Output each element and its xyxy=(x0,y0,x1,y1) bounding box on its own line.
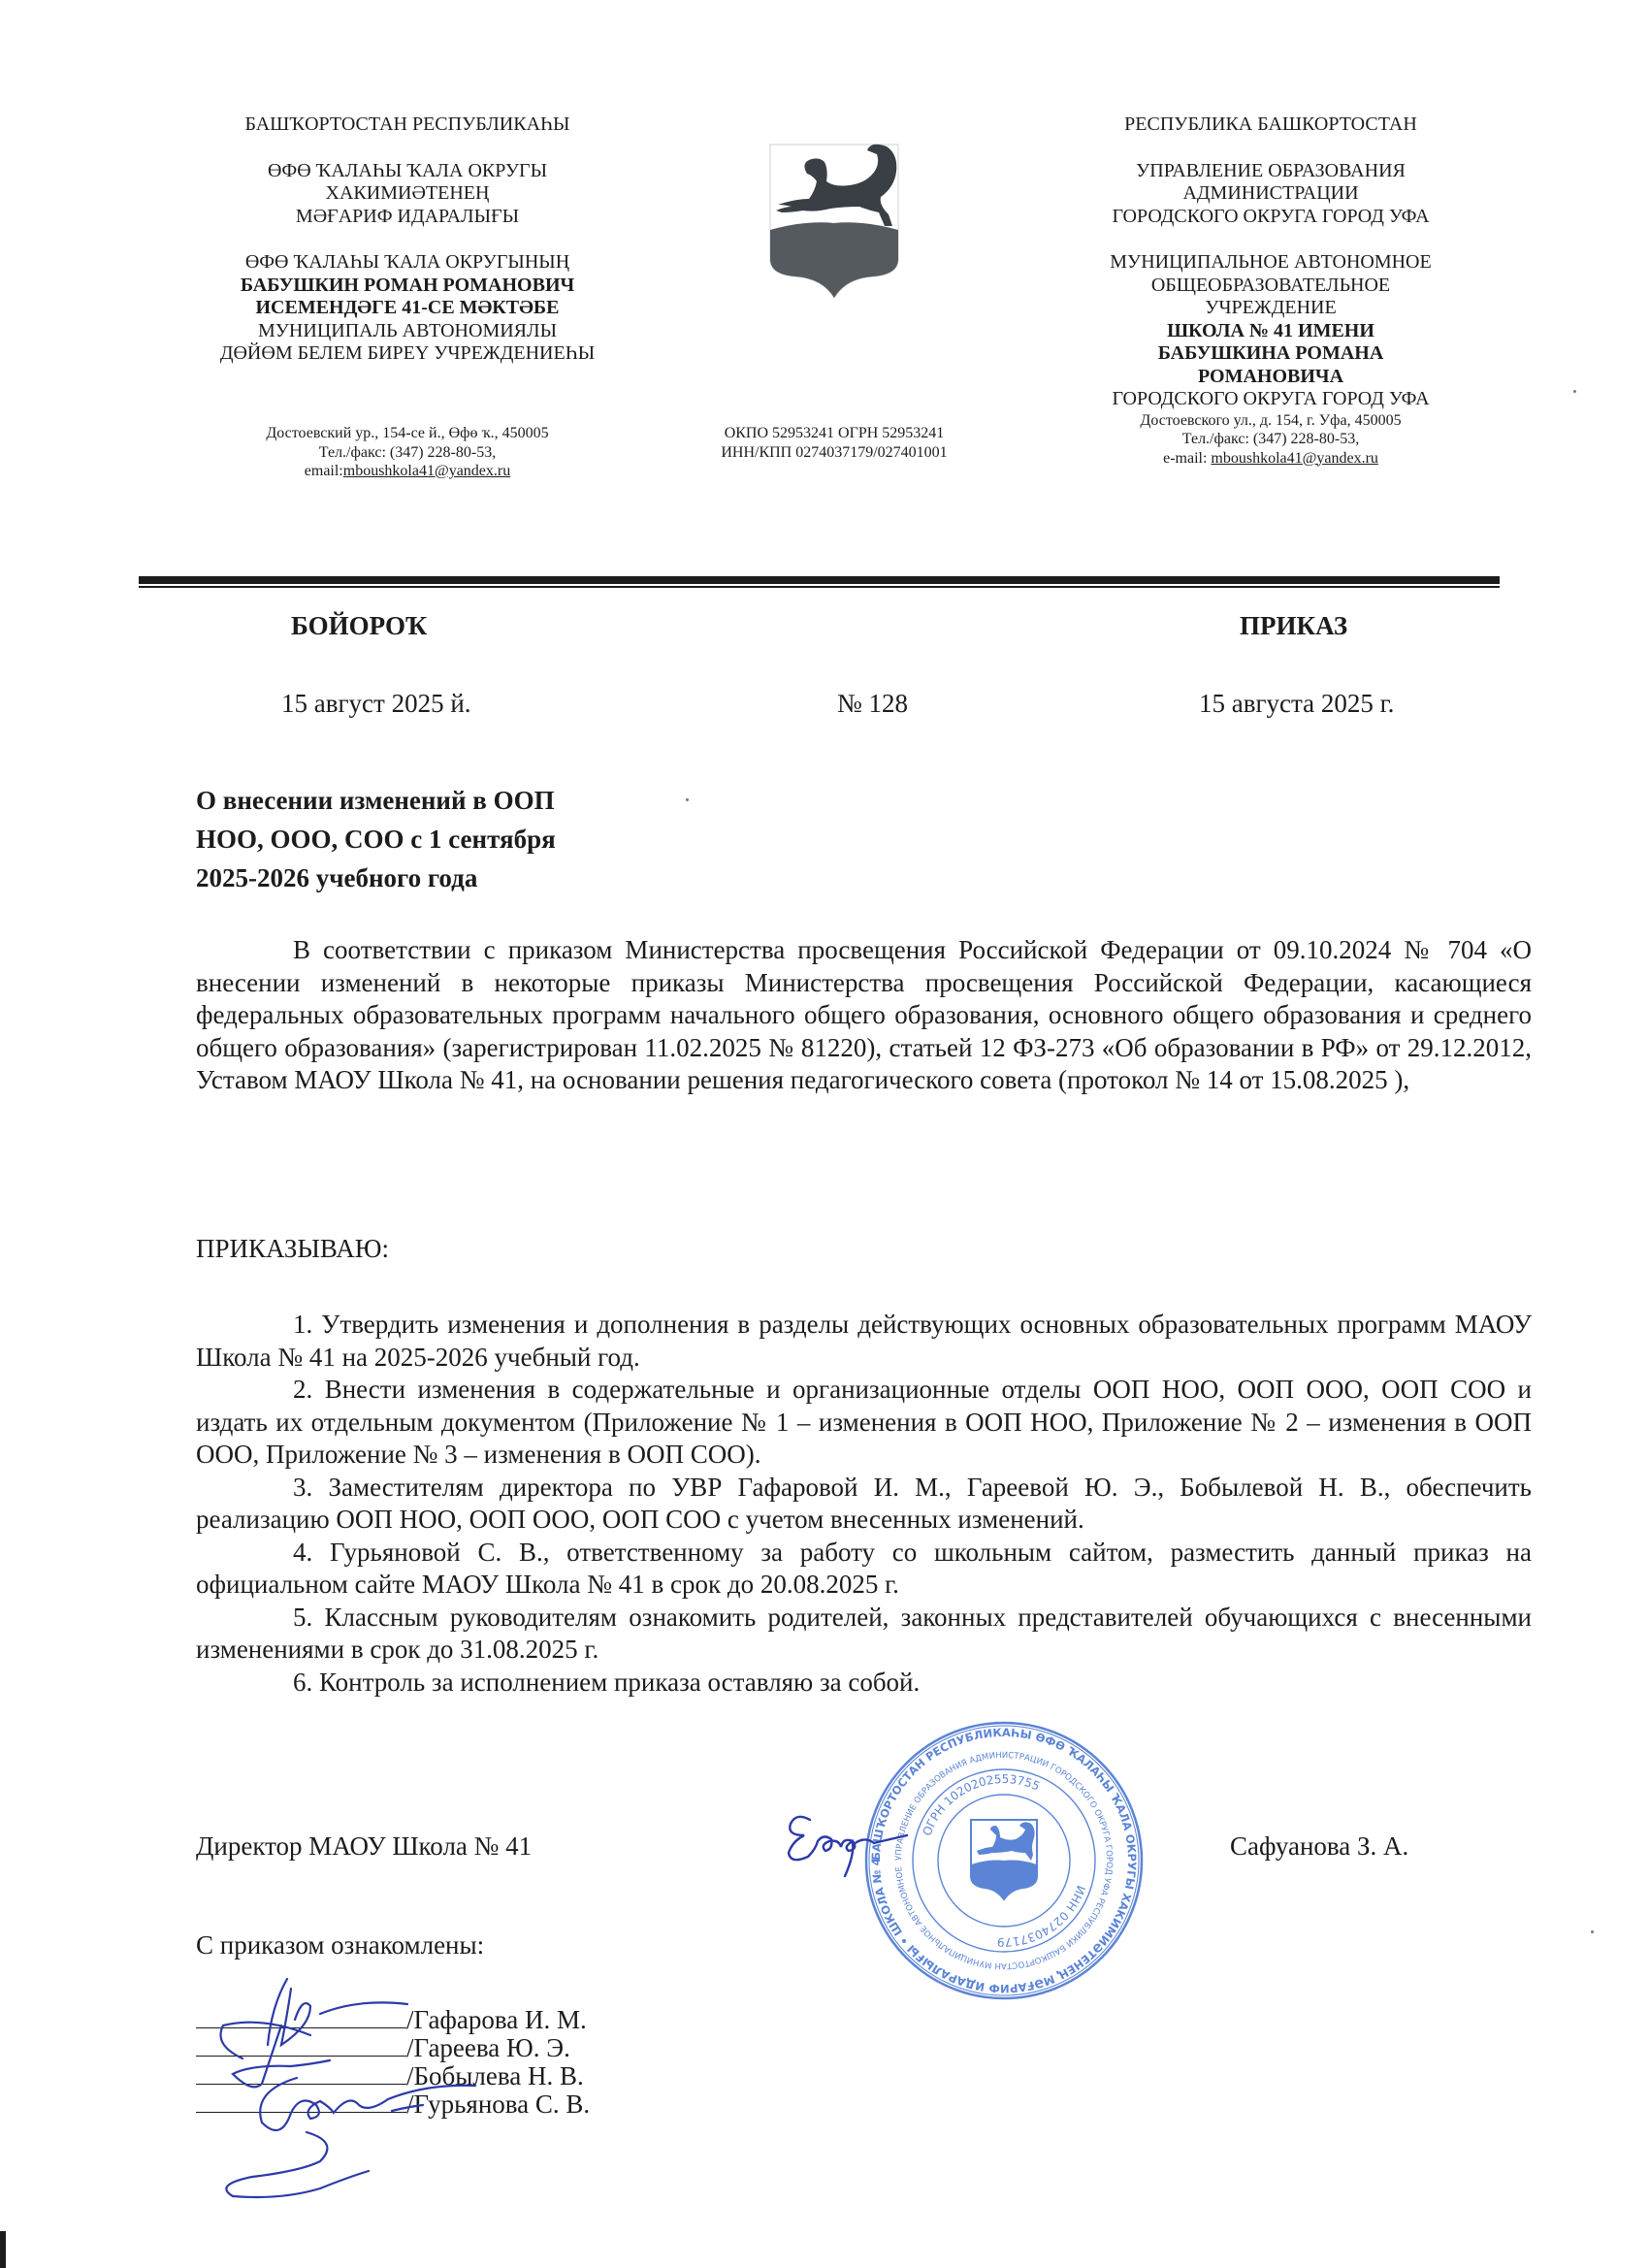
order-date-russian: 15 августа 2025 г. xyxy=(1199,689,1395,718)
header-left-admin: ХАКИМИӘТЕНЕҢ xyxy=(325,182,490,204)
stamp-inn: ИНН 0274037179 xyxy=(996,1883,1088,1950)
order-item: 6. Контроль за исполнением приказа оставляю за собой. xyxy=(293,1667,921,1697)
header-center-codes xyxy=(640,424,1028,462)
preamble-text: В соответствии с приказом Министерства просвещения Российской Федерации от 09.10.2024 № 704 «О внесении изменений в некоторые приказы Министерства просвещения Российской Федерации, касающиеся федеральных образовательных программ начального общего образования, основного общего образования и среднего общего образования» (зарегистрирован 11.02.2025 № 81220), статьей 12 ФЗ-273 «Об образовании в РФ» от 29.12.2012, Уставом МАОУ Школа № 41, на основании решения педагогического совета (протокол № 14 от 15.08.2025 ), xyxy=(196,935,1532,1094)
subject-line-1: О внесении изменений в ООП xyxy=(196,786,555,815)
order-number: № 128 xyxy=(837,689,909,718)
header-left-school-name-2: ИСЕМЕНДӘГЕ 41-СЕ МӘКТӘБЕ xyxy=(255,297,560,318)
director-name: Сафуанова З. А. xyxy=(1230,1831,1409,1861)
handwritten-signatures-icon xyxy=(194,1977,514,2200)
order-date-bashkir: 15 август 2025 й. xyxy=(281,689,471,718)
header-right-dept-1: УПРАВЛЕНИЕ ОБРАЗОВАНИЯ xyxy=(1136,159,1406,181)
header-right-type-1: МУНИЦИПАЛЬНОЕ АВТОНОМНОЕ xyxy=(1110,251,1432,273)
stamp-inner-text: УПРАВЛЕНИЕ ОБРАЗОВАНИЯ АДМИНИСТРАЦИИ ГОРОДСКОГО ОКРУГА ГОРОД УФА РЕСПУБЛИКИ БАШКОРТОСТАН МУНИЦИПАЛЬНОЕ АВТОНОМНОЕ xyxy=(893,1750,1115,1971)
stamp-emblem-icon xyxy=(971,1820,1037,1899)
header-right-school-2: БАБУШКИНА РОМАНА xyxy=(1157,342,1384,364)
header-left-school-name-1: БАБУШКИН РОМАН РОМАНОВИЧ xyxy=(240,274,575,296)
preamble xyxy=(196,934,1532,1097)
header-left-contacts xyxy=(165,424,650,481)
header-divider-thin xyxy=(139,586,1500,588)
acknowledged-person: /Гурьянова С. В. xyxy=(406,2090,591,2119)
handwritten-signature-icon xyxy=(781,1806,917,1884)
inn-kpp: ИНН/КПП 0274037179/027401001 xyxy=(721,443,948,461)
header-left xyxy=(165,113,650,366)
director-signature xyxy=(781,1806,917,1884)
stamp-ogrn: ОГРН 1020202553755 xyxy=(920,1771,1043,1838)
acknowledged-person: /Гафарова И. М. xyxy=(406,2005,587,2034)
header-left-district: ӨФӨ ҠАЛАҺЫ ҠАЛА ОКРУГЫНЫҢ xyxy=(244,251,570,273)
order-item: 2. Внести изменения в содержательные и организационные отделы ООП НОО, ООП ООО, ООП СОО и издать их отдельным документом (Приложение № 1 – изменения в ООП НОО, Приложение № 2 – изменения в ООП ООО, Приложение № 3 – изменения в ООП СОО). xyxy=(196,1375,1532,1469)
staff-signatures xyxy=(194,1977,514,2200)
stamp-outer-text: БАШҠОРТОСТАН РЕСПУБЛИКАҺЫ ӨФӨ ҠАЛАҺЫ ҠАЛА ОКРУГЫ ХАКИМИӘТЕНЕҢ МӘҒАРИФ ИДАРАЛЫҒЫ • ШКОЛА № 4 xyxy=(868,1725,1140,1996)
acknowledgment-label: С приказом ознакомлены: xyxy=(196,1930,485,1960)
header-left-email-label: email: xyxy=(304,463,343,479)
order-item: 1. Утвердить изменения и дополнения в разделы действующих основных образовательных программ МАОУ Школа № 41 на 2025-2026 учебный год. xyxy=(196,1310,1532,1372)
header-right xyxy=(1038,113,1504,468)
header-right-phone: Тел./факс: (347) 228-80-53, xyxy=(1181,431,1360,447)
header-left-city: ӨФӨ ҠАЛАҺЫ ҠАЛА ОКРУГЫ xyxy=(267,159,548,181)
header-right-republic: РЕСПУБЛИКА БАШКОРТОСТАН xyxy=(1124,113,1417,135)
director-position: Директор МАОУ Школа № 41 xyxy=(196,1831,533,1861)
header-left-address: Достоевский ур., 154-се й., Өфө ҡ., 450005 xyxy=(266,425,549,441)
subject-line-3: 2025-2026 учебного года xyxy=(196,863,478,892)
subject-line-2: НОО, ООО, СОО с 1 сентября xyxy=(196,825,556,854)
acknowledged-person: /Бобылева Н. В. xyxy=(406,2061,584,2090)
order-word: ПРИКАЗЫВАЮ: xyxy=(196,1234,389,1263)
acknowledged-person: /Гареева Ю. Э. xyxy=(406,2033,570,2062)
header-left-email-row xyxy=(165,462,650,481)
emblem xyxy=(766,141,902,301)
order-items xyxy=(196,1309,1532,1699)
header-right-school-1: ШКОЛА № 41 ИМЕНИ xyxy=(1167,319,1374,341)
header-left-type-2: ДӨЙӨМ БЕЛЕМ БИРЕҮ УЧРЕЖДЕНИЕҺЫ xyxy=(219,342,596,364)
order-title-bashkir: БОЙОРОҠ xyxy=(291,611,428,640)
header-right-email-row xyxy=(1038,449,1504,469)
scan-speck xyxy=(1591,1930,1594,1933)
scan-edge-mark xyxy=(0,2231,6,2268)
header-right-dept-2: АДМИНИСТРАЦИИ xyxy=(1182,182,1359,204)
header-right-dept-3: ГОРОДСКОГО ОКРУГА ГОРОД УФА xyxy=(1112,205,1430,227)
okpo-ogrn: ОКПО 52953241 ОГРН 52953241 xyxy=(724,425,945,441)
header-right-email-link[interactable]: mboushkola41@yandex.ru xyxy=(1211,449,1378,467)
header-right-type-3: УЧРЕЖДЕНИЕ xyxy=(1205,297,1337,318)
order-title-russian: ПРИКАЗ xyxy=(1240,611,1348,640)
header-divider-thick xyxy=(139,576,1500,584)
header-left-type-1: МУНИЦИПАЛЬ АВТОНОМИЯЛЫ xyxy=(257,319,558,341)
header-right-email-label: e-mail: xyxy=(1163,449,1212,467)
header-right-address: Достоевского ул., д. 154, г. Уфа, 450005 xyxy=(1140,411,1402,429)
order-item: 3. Заместителям директора по УВР Гафаровой И. М., Гареевой Ю. Э., Бобылевой Н. В., обеспечить реализацию ООП НОО, ООП ООО, ООП СОО с учетом внесенных изменений. xyxy=(196,1472,1532,1534)
header-left-republic: БАШҠОРТОСТАН РЕСПУБЛИКАҺЫ xyxy=(244,113,570,135)
order-item: 4. Гурьяновой С. В., ответственному за работу со школьным сайтом, разместить данный приказ на официальном сайте МАОУ Школа № 41 в срок до 20.08.2025 г. xyxy=(196,1537,1532,1599)
header-right-type-2: ОБЩЕОБРАЗОВАТЕЛЬНОЕ xyxy=(1150,274,1391,296)
order-item: 5. Классным руководителям ознакомить родителей, законных представителей обучающихся с внесенными изменениями в срок до 31.08.2025 г. xyxy=(196,1602,1532,1664)
header-left-email-link[interactable]: mboushkola41@yandex.ru xyxy=(342,463,511,479)
header-right-city: ГОРОДСКОГО ОКРУГА ГОРОД УФА xyxy=(1112,388,1430,409)
ufa-coat-of-arms-icon xyxy=(766,141,902,301)
scan-speck xyxy=(686,798,689,801)
header-left-department: МӘҒАРИФ ИДАРАЛЫҒЫ xyxy=(295,205,520,227)
header-left-phone: Тел./факс: (347) 228-80-53, xyxy=(318,443,497,461)
header-right-school-3: РОМАНОВИЧА xyxy=(1197,365,1344,387)
scan-speck xyxy=(1573,390,1576,393)
order-subject xyxy=(196,781,700,897)
